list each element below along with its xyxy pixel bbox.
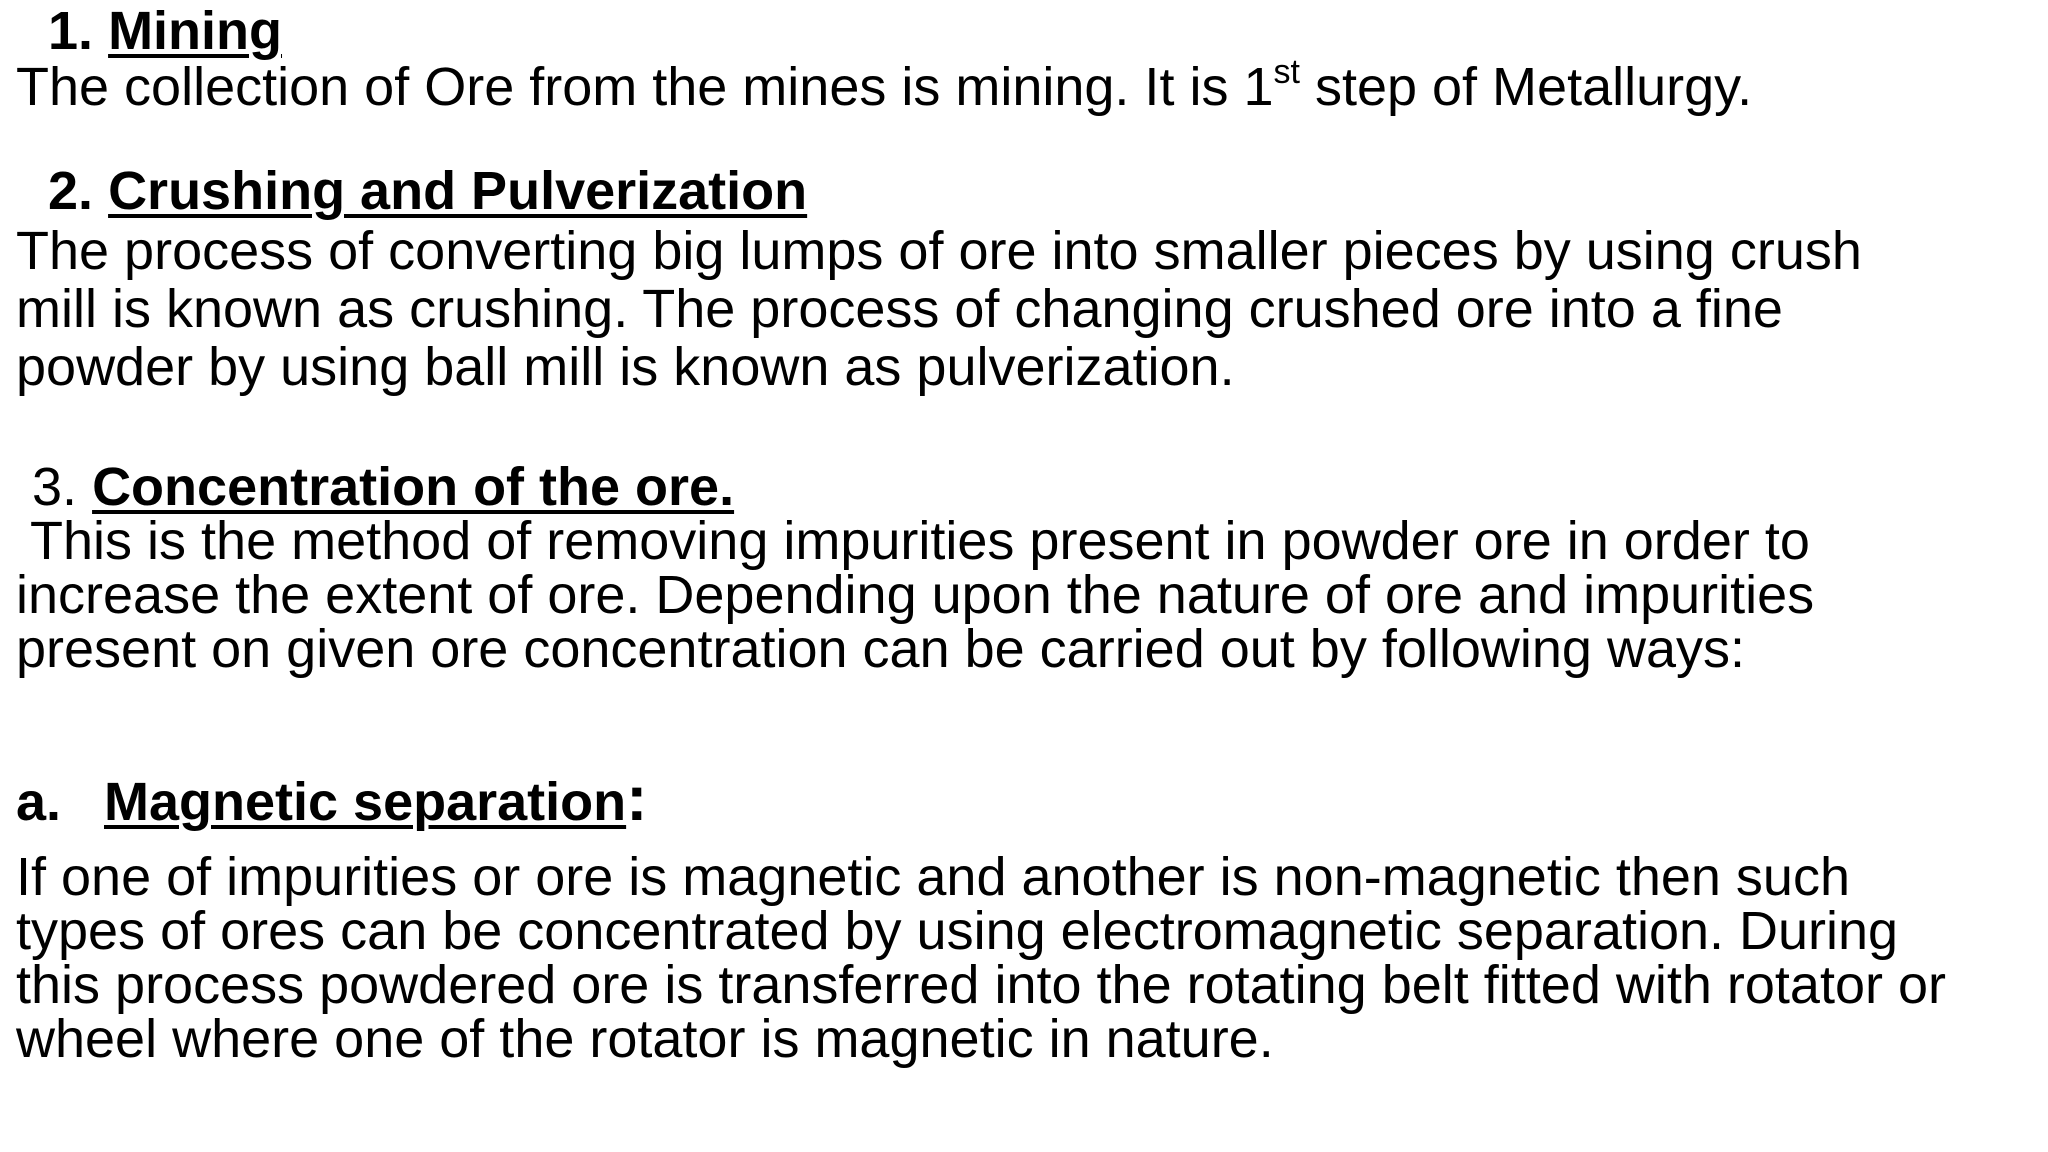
concentration-body-line: present on given ore concentration can be carried out by following ways: — [16, 619, 1746, 679]
superscript-st: st — [1273, 53, 1300, 91]
heading-number: 2. — [48, 161, 94, 221]
concentration-body-line: increase the extent of ore. Depending upon the nature of ore and impurities — [16, 565, 1815, 625]
heading-number: 1. — [48, 1, 94, 61]
heading-concentration — [32, 457, 735, 517]
crushing-body-line: The process of converting big lumps of ore into smaller pieces by using crush — [16, 221, 1862, 281]
concentration-body-line: This is the method of removing impurities present in powder ore in order to — [16, 511, 1810, 571]
heading-magnetic-separation — [16, 762, 648, 834]
magnetic-body-line: this process powdered ore is transferred into the rotating belt fitted with rotator or — [16, 955, 1946, 1015]
magnetic-body-line: wheel where one of the rotator is magnetic in nature. — [16, 1009, 1274, 1069]
heading-title: Magnetic separation — [104, 772, 627, 832]
heading-title: Mining — [108, 1, 283, 61]
mining-body: The collection of Ore from the mines is mining. It is 1st step of Metallurgy. — [16, 53, 1753, 117]
heading-mining — [48, 1, 283, 61]
heading-colon: : — [626, 762, 648, 834]
magnetic-body-line: If one of impurities or ore is magnetic and another is non-magnetic then such — [16, 847, 1850, 907]
magnetic-body-line: types of ores can be concentrated by using electromagnetic separation. During — [16, 901, 1899, 961]
heading-crushing — [48, 161, 808, 221]
heading-number: a. — [16, 772, 62, 832]
heading-title: Concentration of the ore. — [92, 457, 735, 517]
heading-number: 3. — [32, 457, 78, 517]
crushing-body-line: powder by using ball mill is known as pulverization. — [16, 337, 1235, 397]
heading-title: Crushing and Pulverization — [108, 161, 808, 221]
crushing-body-line: mill is known as crushing. The process of changing crushed ore into a fine — [16, 279, 1783, 339]
